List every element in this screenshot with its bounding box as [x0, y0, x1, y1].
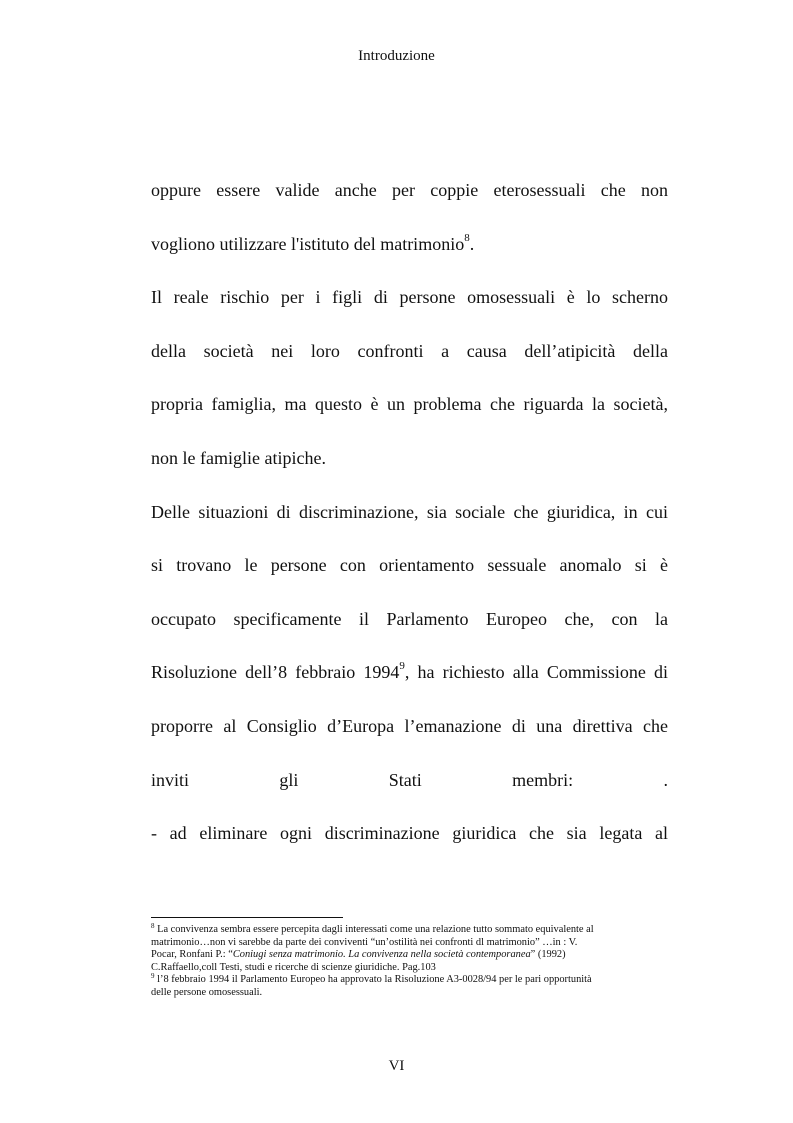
footnote-ref-8[interactable]: 8 [464, 231, 470, 244]
footnote-9-line-2: delle persone omosessuali. [151, 986, 263, 998]
footnote-8-text-3b: ” (1992) [530, 949, 566, 961]
footnote-ref-9[interactable]: 9 [399, 660, 405, 673]
body-line-12-b: . [663, 769, 668, 790]
body-line-2-end: . [469, 233, 475, 254]
body-line-13: - ad eliminare ogni discriminazione giuridica che sia legata al [151, 823, 668, 844]
page-number: VI [388, 1058, 405, 1074]
body-line-2-text: vogliono utilizzare l'istituto del matrimonio [151, 233, 465, 254]
footnote-9-text-1: l’8 febbraio 1994 il Parlamento Europeo ha approvato la Risoluzione A3-0028/94 per le pari opportunità [154, 974, 592, 986]
body-line-6: non le famiglie atipiche. [151, 447, 326, 468]
footnote-8-line-1 [151, 924, 668, 937]
body-line-3: Il reale rischio per i figli di persone omosessuali è lo scherno [151, 287, 668, 308]
body-line-11: proporre al Consiglio d’Europa l’emanazione di una direttiva che [151, 715, 668, 736]
body-line-4: della società nei loro confronti a causa dell’atipicità della [151, 340, 668, 361]
body-line-12 [151, 754, 668, 808]
footnote-8-line-3 [151, 949, 668, 962]
body-line-9: occupato specificamente il Parlamento Europeo che, con la [151, 608, 668, 629]
body-line-1: oppure essere valide anche per coppie eterosessuali che non [151, 180, 668, 200]
body-text [151, 164, 668, 861]
footnote-8-line-4: C.Raffaello,coll Testi, studi e ricerche di scienze giuridiche. Pag.103 [151, 961, 436, 973]
body-line-5: propria famiglia, ma questo è un problema che riguarda la società, [151, 394, 668, 415]
body-line-10-a: Risoluzione dell’8 febbraio 1994 [151, 662, 400, 683]
body-line-8: si trovano le persone con orientamento sessuale anomalo si è [151, 555, 668, 576]
footnote-8-line-2: matrimonio…non vi sarebbe da parte dei conviventi “un’ostilità nei confronti dl matrimonio” …in : V. [151, 936, 578, 948]
footnote-separator [151, 917, 343, 918]
footnote-9-marker: 9 [151, 972, 155, 981]
body-line-7: Delle situazioni di discriminazione, sia sociale che giuridica, in cui [151, 501, 668, 522]
body-line-12-a: inviti gli Stati membri: [151, 769, 574, 790]
footnote-8-marker: 8 [151, 922, 155, 930]
page-header: Introduzione [358, 48, 435, 64]
footnotes [151, 924, 668, 1000]
footnote-8-text-1: La convivenza sembra essere percepita dagli interessati come una relazione tutto sommato equivalente al [157, 924, 594, 935]
footnote-8-book-title: Coniugi senza matrimonio. La convivenza nella società contemporanea [232, 949, 531, 961]
body-line-2 [151, 218, 668, 272]
body-line-10-b: , ha richiesto alla Commissione di [404, 662, 668, 683]
body-line-10 [151, 646, 668, 700]
footnote-8-text-3a: Pocar, Ronfani P.: “ [151, 949, 233, 961]
footnote-9-line-1 [151, 974, 668, 987]
